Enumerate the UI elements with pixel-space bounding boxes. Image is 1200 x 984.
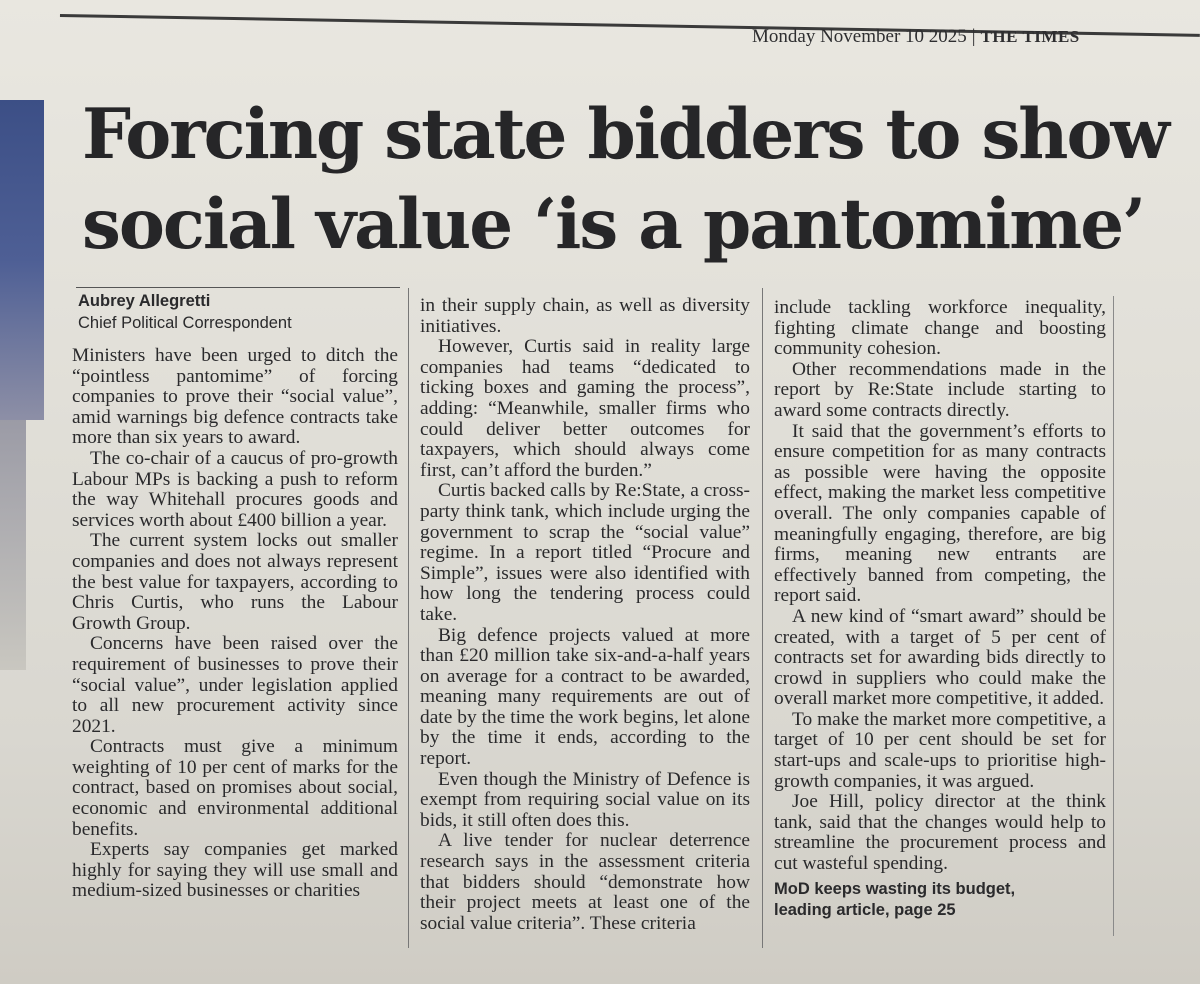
article-column-3 <box>774 298 1106 921</box>
paragraph: Joe Hill, policy director at the think tank, said that the changes would help to streamline the procurement process and cut wasteful spending. <box>774 791 1106 875</box>
dateline-separator: | <box>971 26 976 47</box>
paragraph: A new kind of “smart award” should be created, with a target of 5 per cent of contracts set for awarding bids directly to crowd in suppliers who could make the overall market more competitive, it added. <box>774 605 1106 710</box>
adjacent-page-edge <box>0 100 44 420</box>
publication-date: Monday November 10 2025 <box>752 26 967 47</box>
paragraph: However, Curtis said in reality large companies had teams “dedicated to ticking boxes and gaming the process”, adding: “Meanwhile, smaller firms who could deliver better outcomes for taxpayers, which should always come first, can’t afford the burden.” <box>420 336 750 481</box>
dateline <box>752 26 1080 48</box>
column-divider <box>762 288 763 948</box>
author-role: Chief Political Correspondent <box>78 314 292 332</box>
article-column-1 <box>72 346 398 902</box>
adjacent-page-shadow <box>0 420 26 670</box>
paragraph: It said that the government’s efforts to ensure competition for as many contracts as possible were having the opposite effect, making the market less competitive overall. The only companies capable of meaningfully engaging, therefore, are big firms, meaning new entrants are effectively banned from competing, the report said. <box>774 420 1106 607</box>
column-divider <box>1113 296 1114 936</box>
paragraph: Contracts must give a minimum weighting of 10 per cent of marks for the contract, based on promises about social, economic and environmental additional benefits. <box>72 736 398 840</box>
article-column-2 <box>420 296 750 934</box>
headline-line-2: social value ‘is a pantomime’ <box>82 184 1145 265</box>
paragraph: A live tender for nuclear deterrence research says in the assessment criteria that bidders should “demonstrate how their project meets at least one of the social value criteria”. These criteria <box>420 830 750 934</box>
article-headline <box>82 90 1172 270</box>
teaser-line-1: MoD keeps wasting its budget, <box>774 879 1016 898</box>
byline <box>78 290 292 334</box>
teaser-line-2: leading article, page 25 <box>774 900 956 919</box>
author-name: Aubrey Allegretti <box>78 292 211 310</box>
byline-rule <box>76 287 400 288</box>
cross-reference-teaser <box>774 879 1106 921</box>
paragraph: The co-chair of a caucus of pro-growth Labour MPs is backing a push to reform the way Whitehall procures goods and services worth about £400 billion a year. <box>72 447 398 531</box>
paragraph: Curtis backed calls by Re:State, a cross-party think tank, which include urging the government to scrap the “social value” regime. In a report titled “Procure and Simple”, issues were also identified with how long the tendering process could take. <box>420 480 750 625</box>
paragraph: Concerns have been raised over the requirement of businesses to prove their “social value”, under legislation applied to all new procurement activity since 2021. <box>72 633 398 737</box>
publication-name: THE TIMES <box>980 27 1080 46</box>
paragraph: in their supply chain, as well as diversity initiatives. <box>420 295 750 337</box>
paragraph: To make the market more competitive, a target of 10 per cent should be set for start-ups and scale-ups to prioritise high-growth companies, it was argued. <box>774 708 1106 792</box>
paragraph: Other recommendations made in the report by Re:State include starting to award some contracts directly. <box>774 358 1106 421</box>
paragraph: The current system locks out smaller companies and does not always represent the best value for taxpayers, according to Chris Curtis, who runs the Labour Growth Group. <box>72 530 398 634</box>
paragraph: Even though the Ministry of Defence is exempt from requiring social value on its bids, it still often does this. <box>420 768 750 831</box>
headline-line-1: Forcing state bidders to show <box>82 94 1168 175</box>
paragraph: include tackling workforce inequality, fighting climate change and boosting community cohesion. <box>774 297 1106 360</box>
column-divider <box>408 288 409 948</box>
paragraph: Experts say companies get marked highly for saying they will use small and medium-sized businesses or charities <box>72 839 398 902</box>
paragraph: Big defence projects valued at more than £20 million take six-and-a-half years on average for a contract to be awarded, meaning many requirements are out of date by the time the work begins, let alone by the time it ends, according to the report. <box>420 624 750 770</box>
paragraph: Ministers have been urged to ditch the “pointless pantomime” of forcing companies to prove their “social value”, amid warnings big defence contracts take more than six years to award. <box>72 345 398 449</box>
